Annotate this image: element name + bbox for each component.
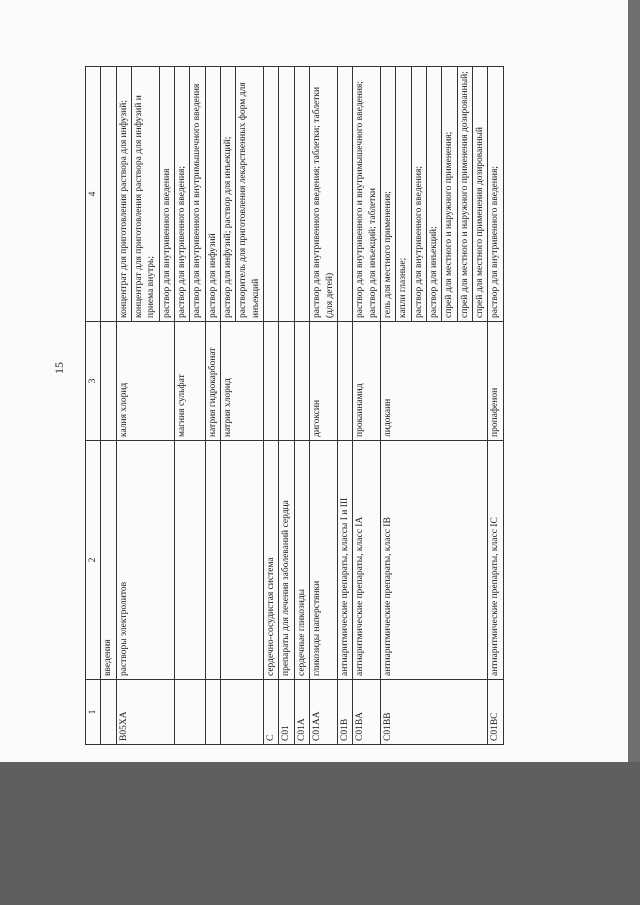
dosage-form: спрей для местного и наружного применения; — [441, 67, 456, 321]
table-row — [101, 67, 116, 745]
group-name-cell: растворы электролитов — [116, 441, 174, 680]
drug-name-cell: лидокаин — [380, 322, 487, 441]
table-row — [380, 67, 487, 745]
atc-code-cell: C01BC — [488, 680, 503, 745]
table-row — [353, 67, 381, 745]
drug-name-cell — [337, 322, 352, 441]
dosage-form: спрей для местного применения дозированный — [472, 67, 487, 321]
dosage-form: раствор для внутривенного введения — [159, 67, 174, 321]
group-name-cell: сердечные гликозиды — [294, 441, 309, 680]
dosage-forms-cell — [101, 67, 116, 322]
drug-name-cell: пропафенон — [488, 322, 503, 441]
atc-code-cell: C01B — [337, 680, 352, 745]
group-name-cell: антиаритмические препараты, классы I и III — [337, 441, 352, 680]
group-name-cell: препараты для лечения заболеваний сердца — [279, 441, 294, 680]
dosage-form: раствор для инфузий; раствор для инъекций; — [223, 136, 234, 318]
group-name-cell — [175, 441, 206, 680]
table-row — [116, 67, 174, 745]
scan-background — [0, 762, 640, 905]
dosage-forms-cell — [380, 67, 487, 322]
table-row — [175, 67, 206, 745]
dosage-forms-cell — [221, 67, 264, 322]
drug-name-cell: натрия гидрокарбонат — [205, 322, 220, 441]
dosage-form: спрей для местного и наружного применения дозированный; — [457, 67, 472, 321]
dosage-form: концентрат для приготовления раствора для инфузий и приема внутрь; — [131, 67, 159, 321]
table-header-row — [86, 67, 101, 745]
table-row — [310, 67, 338, 745]
dosage-form: растворитель для приготовления лекарственных форм для инъекций — [235, 67, 263, 321]
dosage-form: раствор для инъекций; — [426, 67, 441, 321]
atc-code-cell: C01A — [294, 680, 309, 745]
table-row — [294, 67, 309, 745]
drug-name-cell — [279, 322, 294, 441]
dosage-form: раствор для внутривенного введения; таблетки; таблетки (для детей) — [312, 86, 335, 318]
dosage-forms-cell — [353, 67, 381, 322]
page-number: 15 — [52, 362, 66, 374]
dosage-form: раствор для внутривенного введения; — [490, 166, 501, 318]
dosage-forms-cell — [279, 67, 294, 322]
drug-name-cell: натрия хлорид — [221, 322, 264, 441]
header-cell: 2 — [86, 441, 101, 680]
atc-code-cell: C — [264, 680, 279, 745]
drug-name-cell: дигоксин — [310, 322, 338, 441]
dosage-forms-cell — [310, 67, 338, 322]
atc-code-cell — [175, 680, 206, 745]
drug-name-cell: калия хлорид — [116, 322, 174, 441]
dosage-form: концентрат для приготовления раствора для инфузий; — [118, 100, 129, 318]
dosage-form: раствор для инфузий — [207, 233, 218, 318]
atc-code-cell: C01 — [279, 680, 294, 745]
header-cell: 4 — [86, 67, 101, 322]
table-body — [101, 67, 503, 745]
atc-code-cell: C01BB — [380, 680, 487, 745]
group-name-cell — [205, 441, 220, 680]
dosage-forms-cell — [337, 67, 352, 322]
dosage-form: капли глазные; — [395, 67, 410, 321]
table-row — [221, 67, 264, 745]
table-row — [279, 67, 294, 745]
dosage-forms-cell — [488, 67, 503, 322]
dosage-form: раствор для внутривенного и внутримышечного введения — [189, 67, 204, 321]
table-row — [488, 67, 503, 745]
dosage-forms-cell — [264, 67, 279, 322]
rotated-table-wrapper — [85, 71, 605, 745]
dosage-forms-cell — [205, 67, 220, 322]
drug-name-cell — [294, 322, 309, 441]
dosage-forms-cell — [294, 67, 309, 322]
drug-name-cell — [264, 322, 279, 441]
group-name-cell: антиаритмические препараты, класс IB — [380, 441, 487, 680]
dosage-form: раствор для внутривенного введения; — [177, 166, 188, 318]
table-row — [264, 67, 279, 745]
drug-name-cell: прокаинамид — [353, 322, 381, 441]
atc-code-cell: C01AA — [310, 680, 338, 745]
atc-code-cell — [101, 680, 116, 745]
drug-name-cell — [101, 322, 116, 441]
atc-code-cell: C01BA — [353, 680, 381, 745]
table-row — [205, 67, 220, 745]
header-cell: 3 — [86, 322, 101, 441]
dosage-form: раствор для внутривенного введения; — [411, 67, 426, 321]
atc-code-cell: B05XA — [116, 680, 174, 745]
group-name-cell — [221, 441, 264, 680]
drug-table — [85, 66, 504, 745]
group-name-cell: введения — [101, 441, 116, 680]
header-cell: 1 — [86, 680, 101, 745]
group-name-cell: сердечно-сосудистая система — [264, 441, 279, 680]
group-name-cell: антиаритмические препараты, класс IC — [488, 441, 503, 680]
group-name-cell: гликозиды наперстянки — [310, 441, 338, 680]
atc-code-cell — [221, 680, 264, 745]
dosage-form: гель для местного применения; — [382, 191, 393, 318]
table-row — [337, 67, 352, 745]
dosage-form: раствор для внутривенного и внутримышечного введения; раствор для инъекций; таблетки — [355, 81, 378, 318]
dosage-forms-cell — [116, 67, 174, 322]
drug-name-cell: магния сульфат — [175, 322, 206, 441]
group-name-cell: антиаритмические препараты, класс IA — [353, 441, 381, 680]
dosage-forms-cell — [175, 67, 206, 322]
atc-code-cell — [205, 680, 220, 745]
